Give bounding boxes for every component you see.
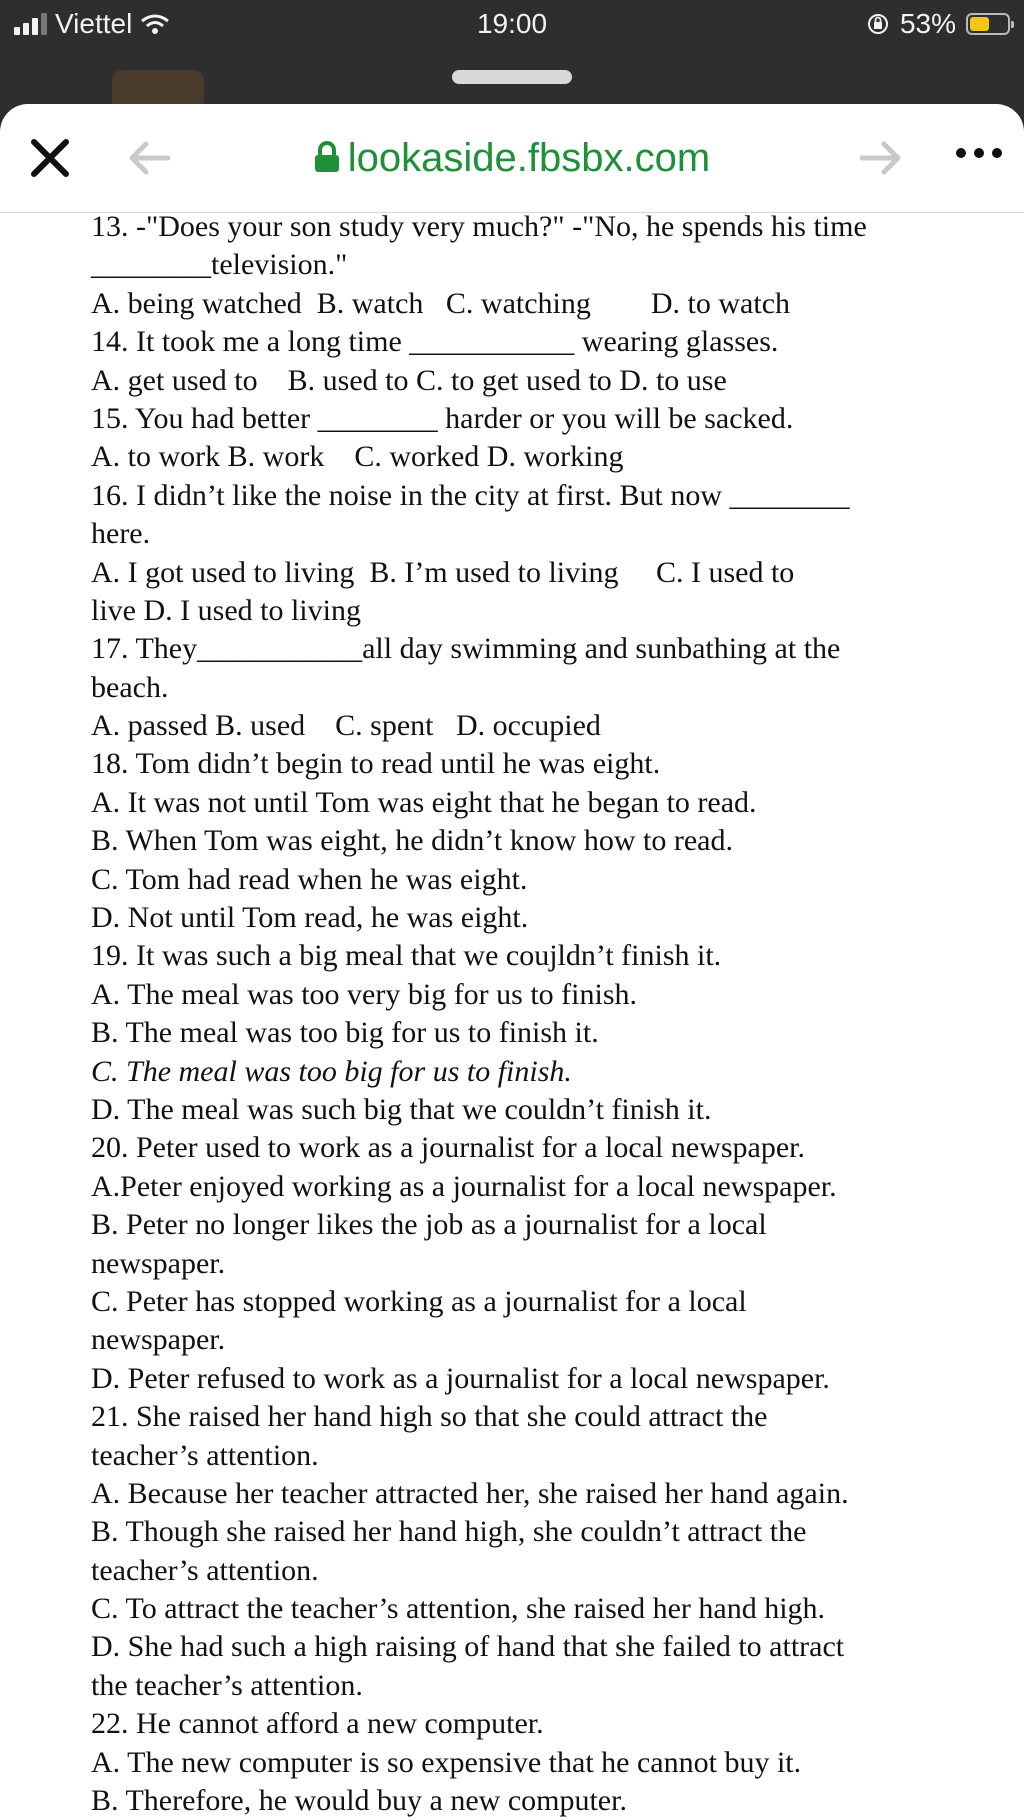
document-line: beach.: [91, 670, 169, 704]
document-line: here.: [91, 517, 151, 551]
carrier-label: Viettel: [55, 8, 133, 39]
document-line: B. The meal was too big for us to finish it.: [91, 1016, 599, 1050]
document-line: the teacher’s attention.: [91, 1668, 363, 1702]
document-line: A. It was not until Tom was eight that he began to read.: [91, 785, 757, 819]
document-line: 13. -"Does your son study very much?" -"No, he spends his time: [91, 210, 867, 243]
document-line: B. Therefore, he would buy a new computer.: [91, 1784, 627, 1818]
battery-percent: 53%: [899, 8, 956, 39]
document-line: A. I got used to living B. I’m used to living C. I used to: [91, 555, 795, 589]
document-line: A. Because her teacher attracted her, she raised her hand again.: [91, 1476, 849, 1510]
forward-arrow-icon[interactable]: [860, 140, 902, 176]
document-line: B. Though she raised her hand high, she couldn’t attract the: [91, 1515, 807, 1549]
document-line: A. to work B. work C. worked D. working: [91, 440, 624, 474]
status-right: [866, 8, 1010, 40]
document-line: 21. She raised her hand high so that she could attract the: [91, 1400, 768, 1434]
orientation-lock-icon: [866, 12, 890, 36]
document-line: teacher’s attention.: [91, 1553, 319, 1587]
document-line: ________television.": [91, 248, 348, 282]
document-line: 14. It took me a long time ___________ wearing glasses.: [91, 325, 779, 359]
clock: 19:00: [476, 8, 548, 39]
document-line: teacher’s attention.: [91, 1438, 319, 1472]
document-line: A. being watched B. watch C. watching D. to watch: [91, 286, 791, 320]
document-line: A.Peter enjoyed working as a journalist for a local newspaper.: [91, 1169, 837, 1203]
document-line: C. Peter has stopped working as a journalist for a local: [91, 1284, 747, 1318]
document-line: D. The meal was such big that we couldn’t finish it.: [91, 1092, 712, 1126]
document-line: A. The new computer is so expensive that he cannot buy it.: [91, 1745, 802, 1779]
document-line: 15. You had better ________ harder or you will be sacked.: [91, 401, 794, 435]
document-line: live D. I used to living: [91, 593, 361, 627]
document-content: [91, 208, 991, 1820]
document-line: newspaper.: [91, 1246, 226, 1280]
lock-icon: [314, 141, 340, 173]
document-line: B. When Tom was eight, he didn’t know how to read.: [91, 824, 733, 858]
document-line: 19. It was such a big meal that we coujldn’t finish it.: [91, 939, 722, 973]
document-line: D. Peter refused to work as a journalist for a local newspaper.: [91, 1361, 830, 1395]
status-bar: [0, 0, 1024, 52]
document-line: 20. Peter used to work as a journalist for a local newspaper.: [91, 1131, 805, 1165]
document-line: newspaper.: [91, 1323, 226, 1357]
document-line: 16. I didn’t like the noise in the city at first. But now ________: [91, 478, 850, 512]
document-line: D. She had such a high raising of hand that she failed to attract: [91, 1630, 845, 1664]
browser-toolbar: [0, 104, 1024, 213]
document-line: 17. They___________all day swimming and sunbathing at the: [91, 632, 841, 666]
more-icon[interactable]: [956, 148, 1002, 158]
document-line: C. The meal was too big for us to finish.: [91, 1054, 572, 1088]
browser-sheet: [0, 104, 1024, 1820]
document-line: C. To attract the teacher’s attention, she raised her hand high.: [91, 1592, 826, 1626]
document-line: 22. He cannot afford a new computer.: [91, 1707, 544, 1741]
document-line: A. The meal was too very big for us to finish.: [91, 977, 638, 1011]
document-line: D. Not until Tom read, he was eight.: [91, 901, 529, 935]
document-line: A. get used to B. used to C. to get used to D. to use: [91, 363, 727, 397]
document-line: 18. Tom didn’t begin to read until he was eight.: [91, 747, 661, 781]
document-line: C. Tom had read when he was eight.: [91, 862, 528, 896]
battery-level: [970, 17, 989, 31]
sheet-grabber[interactable]: [452, 70, 572, 84]
url-text: lookaside.fbsbx.com: [347, 136, 711, 180]
document-line: B. Peter no longer likes the job as a journalist for a local: [91, 1208, 767, 1242]
battery-icon: [966, 13, 1010, 35]
document-line: A. passed B. used C. spent D. occupied: [91, 709, 601, 743]
